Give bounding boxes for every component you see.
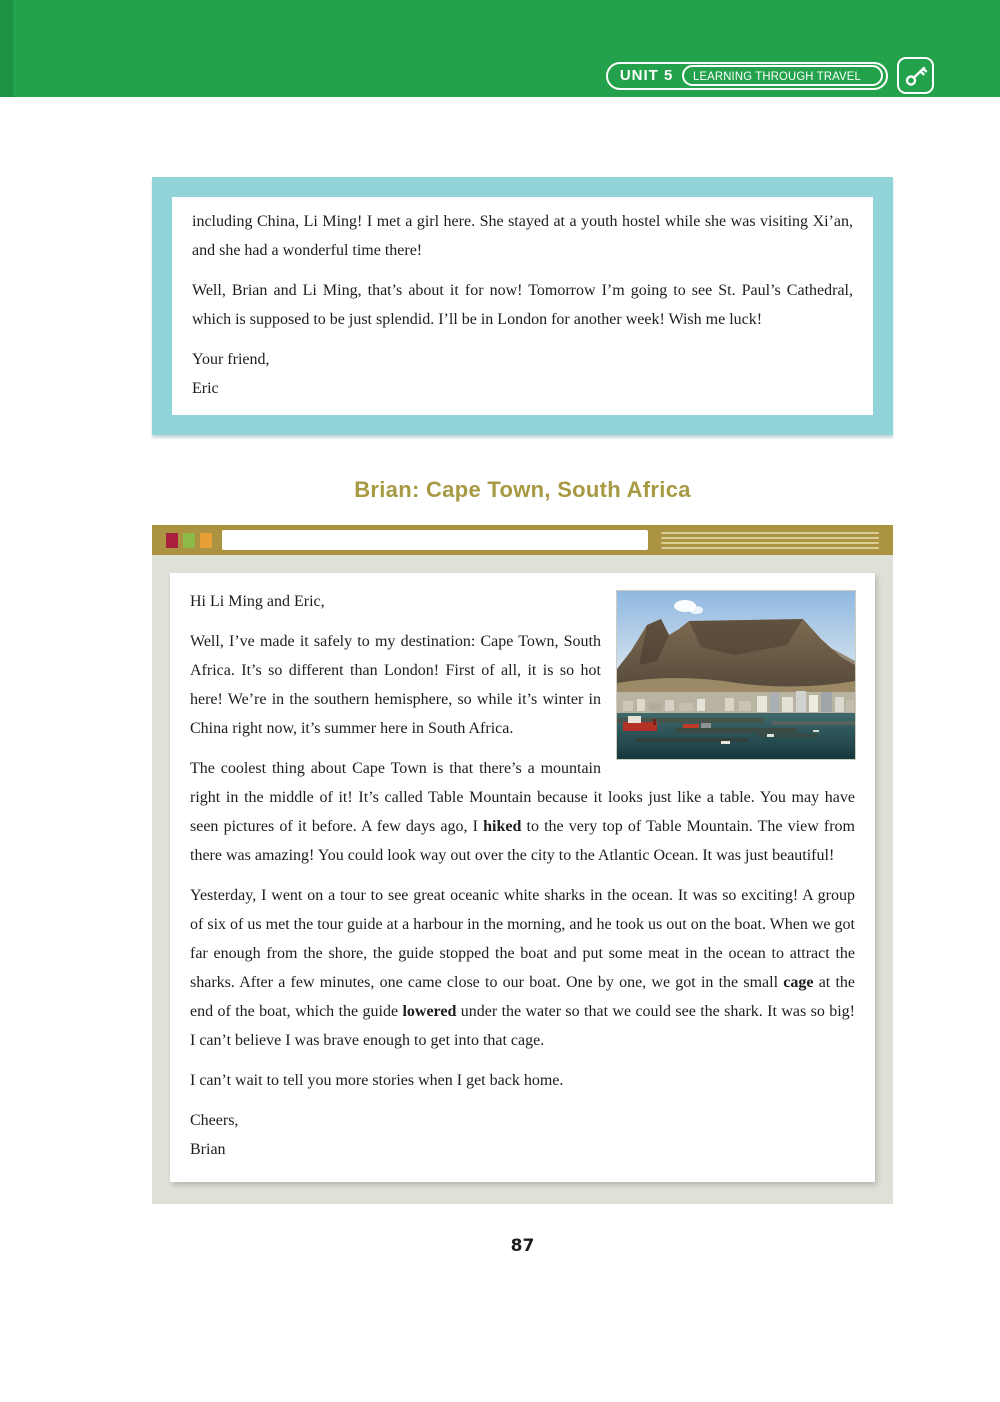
unit-title-pill [682, 65, 883, 86]
eric-letter-box [152, 177, 893, 435]
eric-letter-closing [192, 345, 853, 403]
cape-town-photo [617, 591, 855, 759]
brian-letter-closing [190, 1106, 855, 1164]
signature: Brian [190, 1141, 226, 1158]
key-icon [897, 57, 934, 94]
signature: Eric [192, 380, 219, 397]
browser-title-bar [152, 525, 893, 555]
brian-letter-browser-window [152, 525, 893, 1204]
window-button[interactable] [166, 533, 178, 548]
unit-number-label: UNIT 5 [619, 67, 674, 84]
unit-badge [606, 62, 888, 90]
window-button[interactable] [183, 533, 195, 548]
menu-lines-icon[interactable] [661, 532, 879, 549]
page-number: 87 [510, 1236, 535, 1256]
eric-letter-body [192, 207, 853, 334]
content-column [152, 177, 893, 1256]
letter-paragraph: Well, Brian and Li Ming, that’s about it for now! Tomorrow I’m going to see St. Paul’s Cathedral, which is supposed to be just splendid. I’ll be in London for another week! Wish me luck! [192, 282, 853, 328]
window-buttons[interactable] [166, 533, 212, 548]
letter-paragraph: Well, I’ve made it safely to my destination: Cape Town, South Africa. It’s so different than London! First of all, it is so hot here! We’re in the southern hemisphere, so while it’s winter in China right now, it’s summer here in South Africa. [190, 633, 601, 737]
unit-title-label: LEARNING THROUGH TRAVEL [693, 68, 862, 83]
unit-header-band [0, 0, 1000, 97]
unit-badge-row [606, 57, 934, 94]
section-heading: Brian: Cape Town, South Africa [354, 477, 691, 502]
letter-paragraph: including China, Li Ming! I met a girl here. She stayed at a youth hostel while she was visiting Xi’an, and she had a wonderful time there! [192, 213, 853, 259]
window-button[interactable] [200, 533, 212, 548]
brian-letter-panel [170, 573, 875, 1182]
closing-line: Cheers, [190, 1112, 239, 1129]
letter-paragraph: The coolest thing about Cape Town is that there’s a mountain right in the middle of it! It’s called Table Mountain because it looks just like a table. You may have seen pictures of it before. A few days ago, I hiked to the very top of Table Mountain. The view from there was amazing! You could look way out over the city to the Atlantic Ocean. It was just beautiful! [190, 760, 856, 864]
closing-line: Your friend, [192, 351, 270, 368]
browser-content-area [152, 555, 893, 1204]
letter-paragraph: I can’t wait to tell you more stories when I get back home. [190, 1072, 564, 1089]
letter-paragraph: Hi Li Ming and Eric, [190, 593, 325, 610]
address-bar-input[interactable] [222, 530, 648, 550]
letter-paragraph: Yesterday, I went on a tour to see great oceanic white sharks in the ocean. It was so exciting! A group of six of us met the tour guide at a harbour in the morning, and he took us out on the boat. When we got far enough from the shore, the guide stopped the boat and put some meat in the ocean to attract the sharks. After a few minutes, one came close to our boat. One by one, we got in the small cage at the end of the boat, which the guide lowered under the water so that we could see the shark. It was so big! I can’t believe I was brave enough to get into that cage. [190, 887, 856, 1049]
